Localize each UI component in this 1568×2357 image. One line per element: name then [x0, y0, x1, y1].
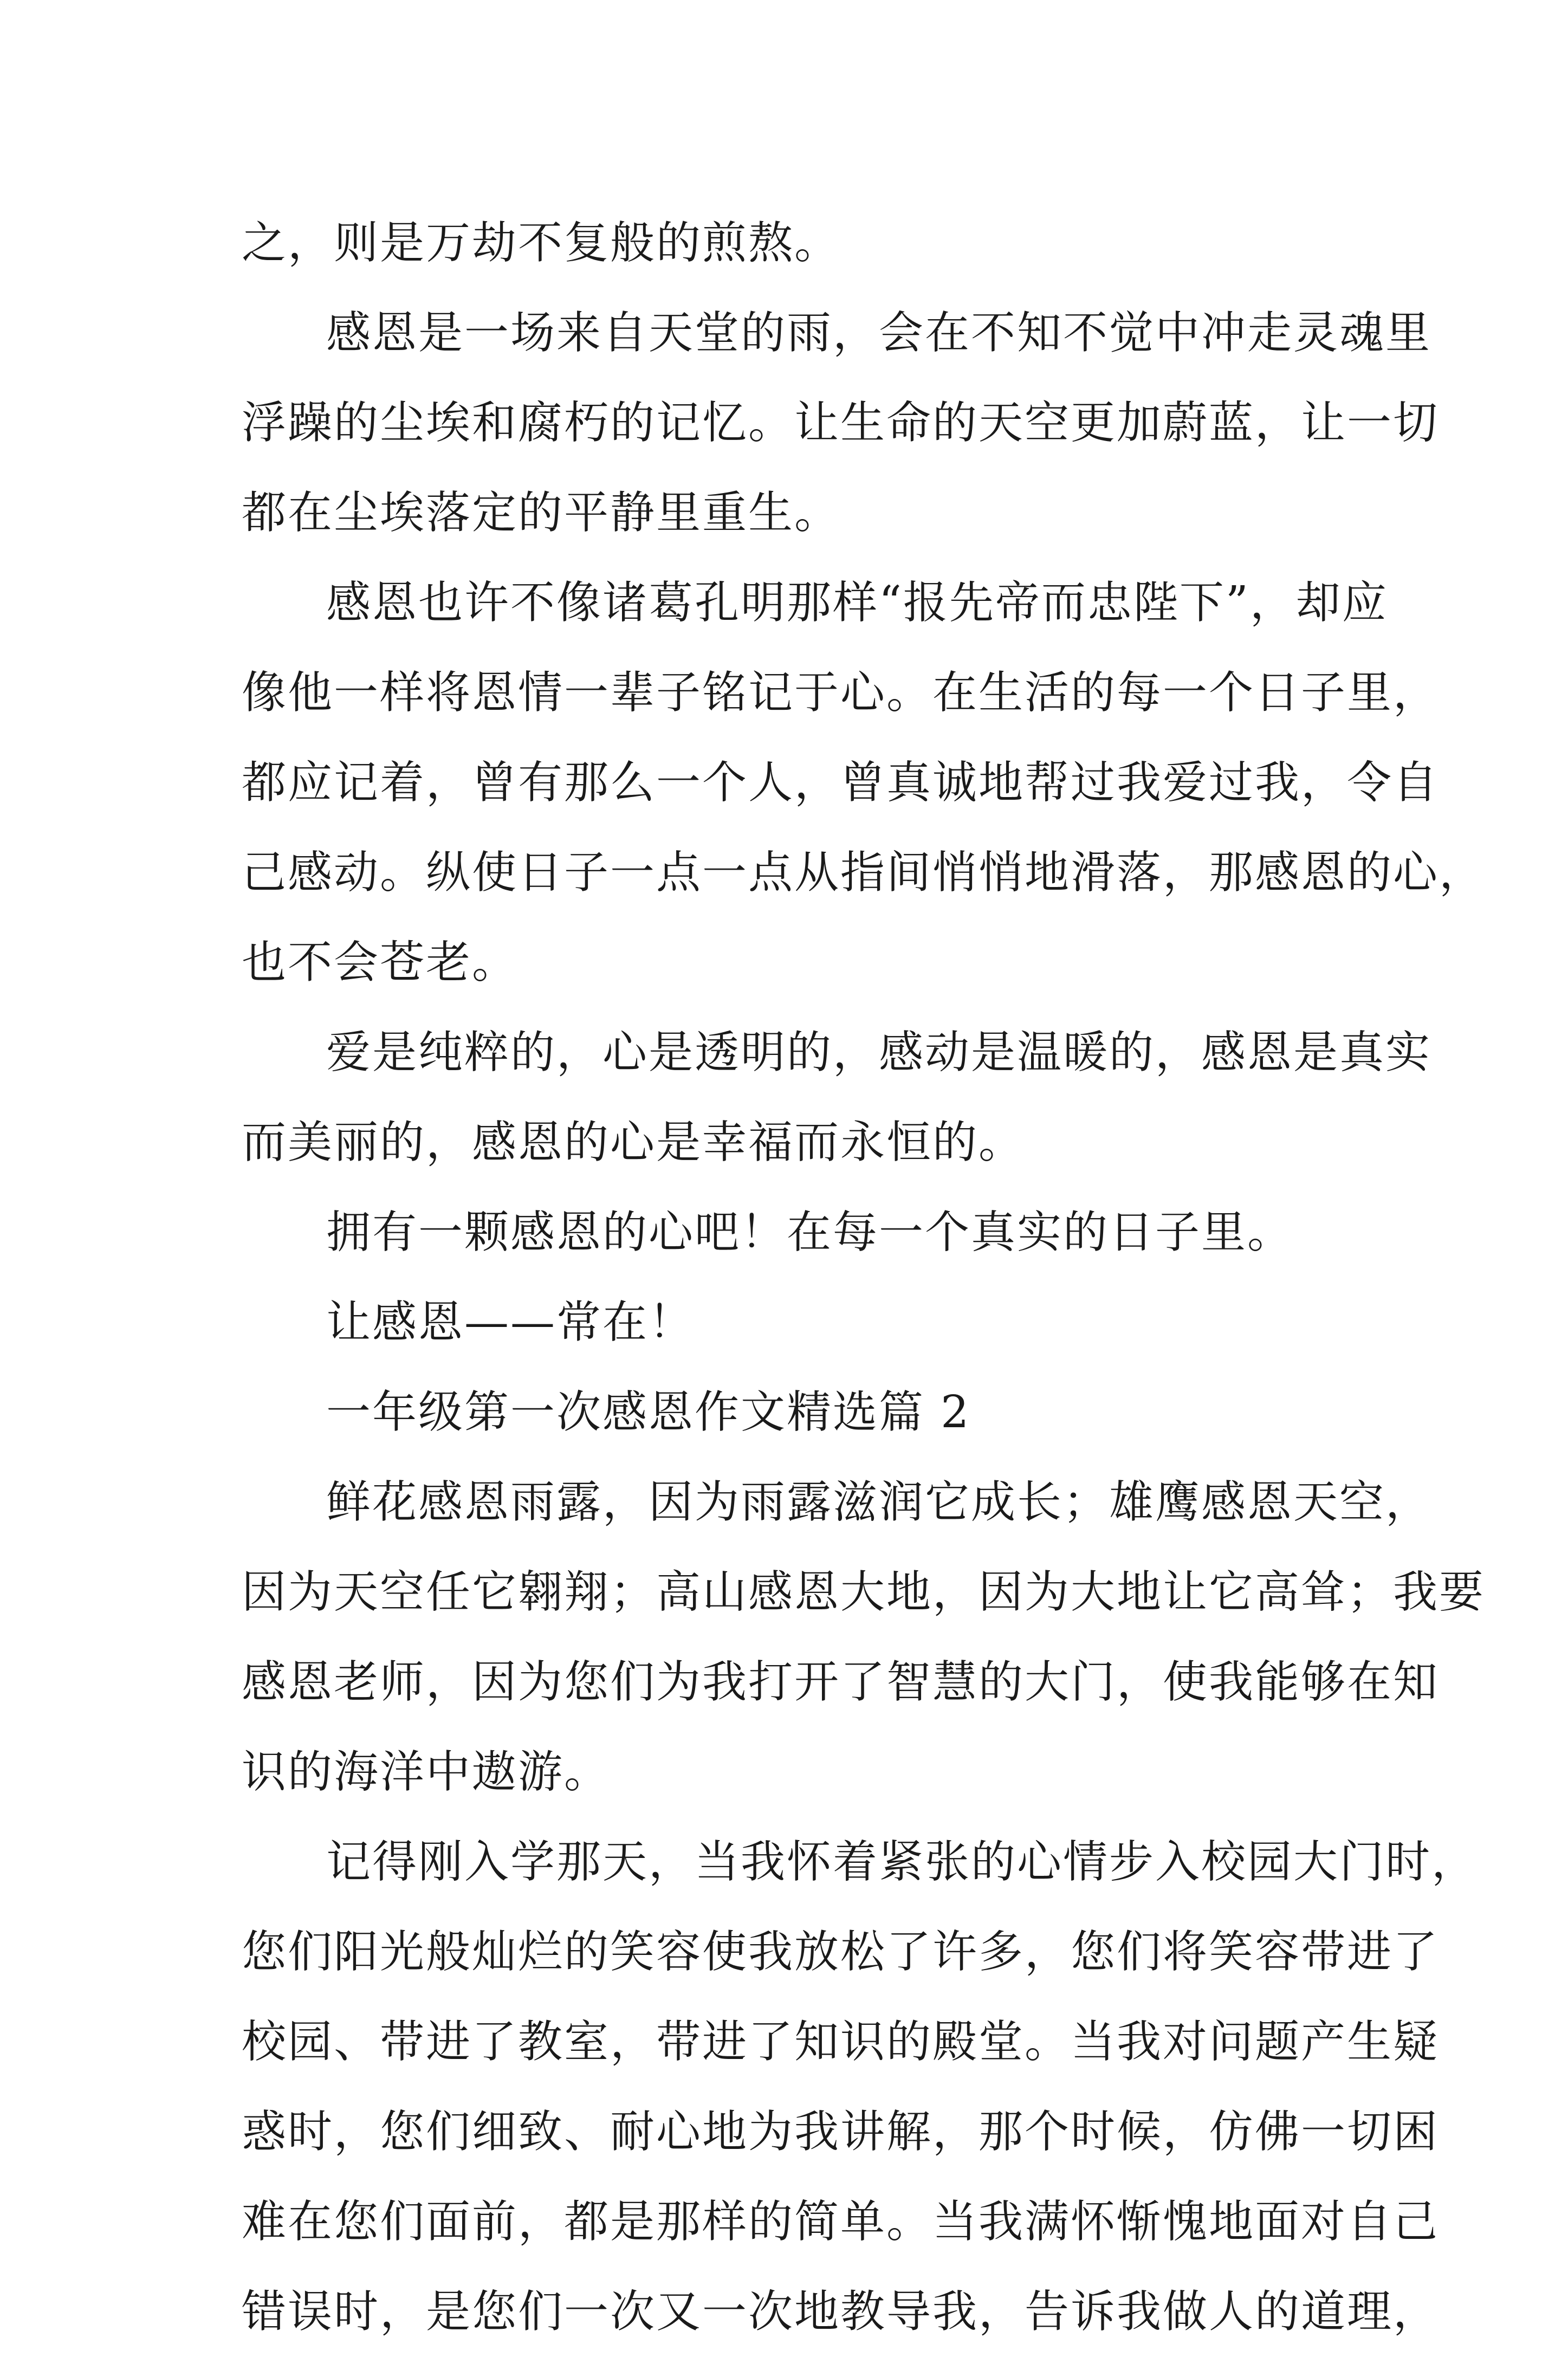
paragraph-start-line: 感恩也许不像诸葛孔明那样“报先帝而忠陛下”，却应: [326, 577, 1388, 629]
text-line: 之，则是万劫不复般的煎熬。: [242, 217, 841, 269]
text-line: 错误时，是您们一次又一次地教导我，告诉我做人的道理，: [242, 2286, 1440, 2337]
text-line: 己感动。纵使日子一点一点从指间悄悄地滑落，那感恩的心，: [242, 847, 1486, 898]
text-line: 都在尘埃落定的平静里重生。: [242, 487, 841, 539]
text-line: 都应记着，曾有那么一个人，曾真诚地帮过我爱过我，令自: [242, 757, 1440, 808]
paragraph-start-line: 拥有一颗感恩的心吧！在每一个真实的日子里。: [326, 1207, 1294, 1258]
text-line: 识的海洋中遨游。: [242, 1746, 611, 1798]
text-line: 像他一样将恩情一辈子铭记于心。在生活的每一个日子里，: [242, 667, 1440, 718]
text-line: 也不会苍老。: [242, 937, 519, 988]
section-heading: 一年级第一次感恩作文精选篇 2: [326, 1387, 971, 1438]
paragraph-start-line: 感恩是一场来自天堂的雨，会在不知不觉中冲走灵魂里: [326, 307, 1432, 359]
paragraph-start-line: 鲜花感恩雨露，因为雨露滋润它成长；雄鹰感恩天空，: [326, 1477, 1432, 1528]
text-line: 感恩老师，因为您们为我打开了智慧的大门，使我能够在知: [242, 1656, 1440, 1708]
text-line: 因为天空任它翱翔；高山感恩大地，因为大地让它高耸；我要: [242, 1566, 1486, 1618]
paragraph-start-line: 爱是纯粹的，心是透明的，感动是温暖的，感恩是真实: [326, 1027, 1432, 1078]
text-line: 校园、带进了教室，带进了知识的殿堂。当我对问题产生疑: [242, 2016, 1440, 2068]
paragraph-start-line: 让感恩——常在！: [326, 1297, 695, 1348]
document-body: [242, 198, 1486, 2357]
text-line: 浮躁的尘埃和腐朽的记忆。让生命的天空更加蔚蓝，让一切: [242, 397, 1440, 449]
text-line: 而美丽的，感恩的心是幸福而永恒的。: [242, 1117, 1025, 1168]
text-line: 您们阳光般灿烂的笑容使我放松了许多，您们将笑容带进了: [242, 1926, 1440, 1978]
text-line: 难在您们面前，都是那样的简单。当我满怀惭愧地面对自己: [242, 2196, 1440, 2248]
text-line: 惑时，您们细致、耐心地为我讲解，那个时候，仿佛一切困: [242, 2106, 1440, 2158]
paragraph-start-line: 记得刚入学那天，当我怀着紧张的心情步入校园大门时，: [326, 1836, 1478, 1888]
